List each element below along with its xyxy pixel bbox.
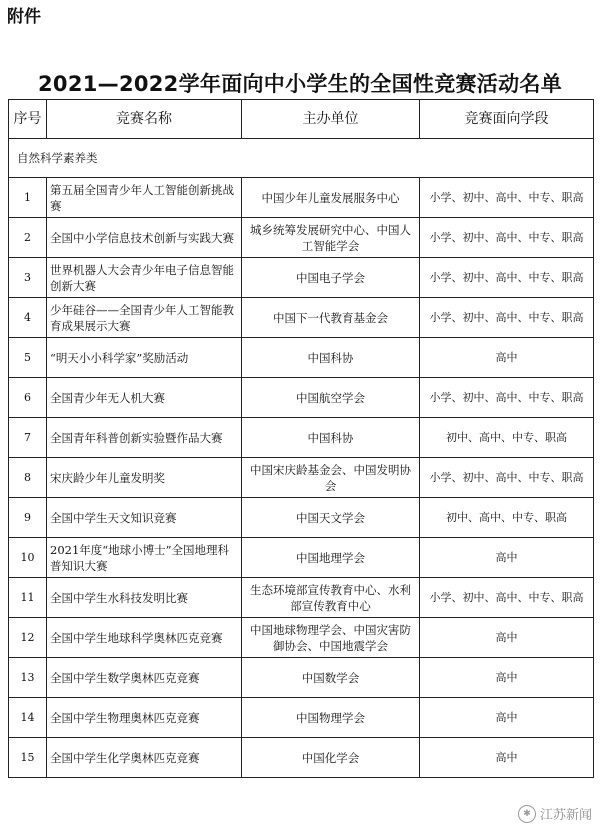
- table-row: [9, 378, 594, 418]
- row-name: 全国中学生化学奥林匹克竞赛: [47, 738, 242, 778]
- document-title: 2021—2022学年面向中小学生的全国性竞赛活动名单: [38, 72, 562, 96]
- table-row: [9, 338, 594, 378]
- category-label: 自然科学素养类: [9, 139, 594, 178]
- row-index: 15: [9, 738, 47, 778]
- table-row: [9, 218, 594, 258]
- row-organizer: 中国化学会: [242, 738, 420, 778]
- row-name: 世界机器人大会青少年电子信息智能创新大赛: [47, 258, 242, 298]
- row-organizer: 中国物理学会: [242, 698, 420, 738]
- header-school-level: 竞赛面向学段: [420, 100, 594, 139]
- table-row: [9, 458, 594, 498]
- row-name: “明天小小科学家”奖励活动: [47, 338, 242, 378]
- row-school-level: 小学、初中、高中、中专、职高: [420, 578, 594, 618]
- row-school-level: 小学、初中、高中、中专、职高: [420, 458, 594, 498]
- table-row: [9, 538, 594, 578]
- row-name: 少年硅谷——全国青少年人工智能教育成果展示大赛: [47, 298, 242, 338]
- row-name: 全国中学生地球科学奥林匹克竞赛: [47, 618, 242, 658]
- row-organizer: 中国少年儿童发展服务中心: [242, 178, 420, 218]
- table-row: [9, 178, 594, 218]
- row-organizer: 中国宋庆龄基金会、中国发明协会: [242, 458, 420, 498]
- table-row: [9, 658, 594, 698]
- row-name: 全国中学生数学奥林匹克竞赛: [47, 658, 242, 698]
- row-name: 全国中学生物理奥林匹克竞赛: [47, 698, 242, 738]
- row-organizer: 中国电子学会: [242, 258, 420, 298]
- row-school-level: 高中: [420, 698, 594, 738]
- table-row: [9, 498, 594, 538]
- watermark-text: 江苏新闻: [539, 808, 592, 823]
- row-index: 11: [9, 578, 47, 618]
- table-row: [9, 418, 594, 458]
- watermark: [518, 804, 592, 823]
- row-index: 1: [9, 178, 47, 218]
- row-organizer: 中国数学会: [242, 658, 420, 698]
- row-organizer: 城乡统筹发展研究中心、中国人工智能学会: [242, 218, 420, 258]
- row-school-level: 初中、高中、中专、职高: [420, 418, 594, 458]
- table-row: [9, 258, 594, 298]
- competition-table: [8, 99, 594, 778]
- row-school-level: 高中: [420, 618, 594, 658]
- row-name: 全国青少年无人机大赛: [47, 378, 242, 418]
- row-name: 宋庆龄少年儿童发明奖: [47, 458, 242, 498]
- row-school-level: 小学、初中、高中、中专、职高: [420, 218, 594, 258]
- row-index: 2: [9, 218, 47, 258]
- row-index: 7: [9, 418, 47, 458]
- row-index: 3: [9, 258, 47, 298]
- header-name: 竞赛名称: [47, 100, 242, 139]
- row-index: 9: [9, 498, 47, 538]
- header-index: 序号: [9, 100, 47, 139]
- table-row: [9, 738, 594, 778]
- row-organizer: 中国航空学会: [242, 378, 420, 418]
- row-organizer: 中国地球物理学会、中国灾害防御协会、中国地震学会: [242, 618, 420, 658]
- table-row: [9, 578, 594, 618]
- row-index: 5: [9, 338, 47, 378]
- row-school-level: 高中: [420, 538, 594, 578]
- row-organizer: 中国科协: [242, 338, 420, 378]
- table-row: [9, 698, 594, 738]
- row-organizer: 中国科协: [242, 418, 420, 458]
- row-name: 全国中小学信息技术创新与实践大赛: [47, 218, 242, 258]
- row-organizer: 中国下一代教育基金会: [242, 298, 420, 338]
- wechat-icon: ✱: [518, 805, 536, 823]
- row-school-level: 初中、高中、中专、职高: [420, 498, 594, 538]
- row-school-level: 高中: [420, 738, 594, 778]
- row-index: 6: [9, 378, 47, 418]
- row-name: 全国中学生天文知识竞赛: [47, 498, 242, 538]
- row-name: 2021年度“地球小博士”全国地理科普知识大赛: [47, 538, 242, 578]
- row-name: 第五届全国青少年人工智能创新挑战赛: [47, 178, 242, 218]
- row-school-level: 小学、初中、高中、中专、职高: [420, 178, 594, 218]
- table-row: [9, 298, 594, 338]
- row-school-level: 小学、初中、高中、中专、职高: [420, 258, 594, 298]
- row-school-level: 高中: [420, 658, 594, 698]
- row-organizer: 中国天文学会: [242, 498, 420, 538]
- row-name: 全国中学生水科技发明比赛: [47, 578, 242, 618]
- row-index: 8: [9, 458, 47, 498]
- table-header-row: [9, 100, 594, 139]
- row-organizer: 中国地理学会: [242, 538, 420, 578]
- table-row: [9, 618, 594, 658]
- row-organizer: 生态环境部宣传教育中心、水利部宣传教育中心: [242, 578, 420, 618]
- row-school-level: 小学、初中、高中、中专、职高: [420, 378, 594, 418]
- header-organizer: 主办单位: [242, 100, 420, 139]
- row-school-level: 高中: [420, 338, 594, 378]
- row-index: 10: [9, 538, 47, 578]
- row-index: 12: [9, 618, 47, 658]
- attachment-label: 附件: [7, 7, 41, 27]
- row-index: 14: [9, 698, 47, 738]
- row-name: 全国青年科普创新实验暨作品大赛: [47, 418, 242, 458]
- row-index: 4: [9, 298, 47, 338]
- row-index: 13: [9, 658, 47, 698]
- category-row: [9, 139, 594, 178]
- row-school-level: 小学、初中、高中、中专、职高: [420, 298, 594, 338]
